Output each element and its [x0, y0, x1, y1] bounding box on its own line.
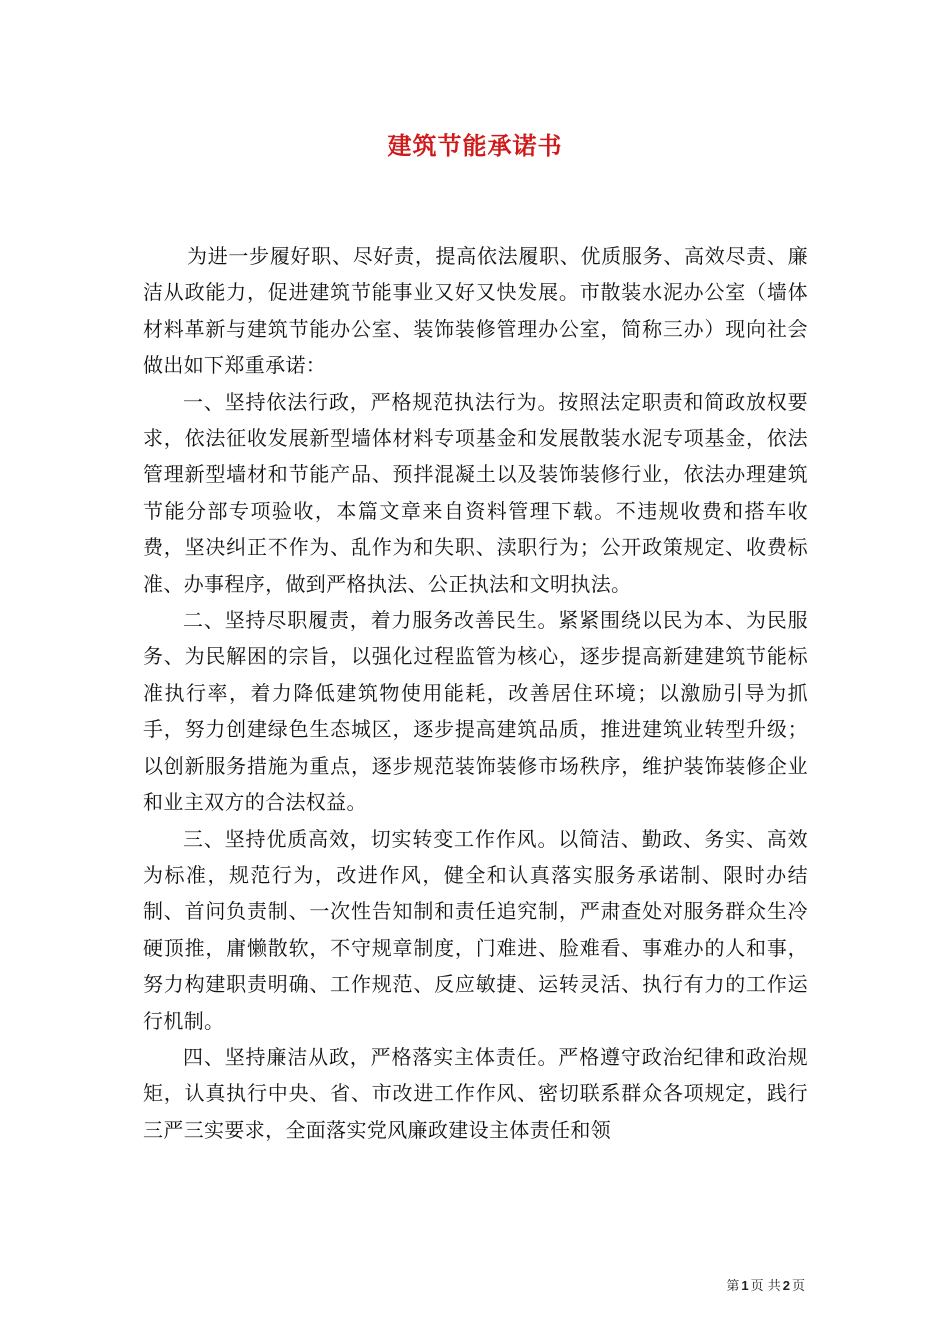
footer-prefix: 第: [726, 1279, 740, 1294]
current-page-number: 1: [741, 1278, 749, 1293]
page-number-footer: [726, 1277, 805, 1296]
intro-paragraph: 为进一步履好职、尽好责，提高依法履职、优质服务、高效尽责、廉洁从政能力，促进建筑节能事业又好又快发展。市散装水泥办公室（墙体材料革新与建筑节能办公室、装饰装修管理办公室，简称三办）现向社会做出如下郑重承诺：: [143, 244, 808, 378]
footer-middle: 页 共: [750, 1279, 781, 1294]
document-title: 建筑节能承诺书: [387, 131, 563, 160]
commitment-paragraph-3: 三、坚持优质高效，切实转变工作作风。以简洁、勤政、务实、高效为标准，规范行为，改进作风，健全和认真落实服务承诺制、限时办结制、首问负责制、一次性告知制和责任追究制，严肃查处对服务群众生冷硬顶推，庸懒散软，不守规章制度，门难进、脸难看、事难办的人和事，努力构建职责明确、工作规范、反应敏捷、运转灵活、执行有力的工作运行机制。: [143, 826, 808, 1033]
document-body: [143, 238, 808, 1148]
commitment-paragraph-2: 二、坚持尽职履责，着力服务改善民生。紧紧围绕以民为本、为民服务、为民解困的宗旨，以强化过程监管为核心，逐步提高新建建筑节能标准执行率，着力降低建筑物使用能耗，改善居住环境；以激励引导为抓手，努力创建绿色生态城区，逐步提高建筑品质，推进建筑业转型升级；以创新服务措施为重点，逐步规范装饰装修市场秩序，维护装饰装修企业和业主双方的合法权益。: [143, 608, 808, 815]
footer-suffix: 页: [791, 1279, 805, 1294]
commitment-paragraph-1: 一、坚持依法行政，严格规范执法行为。按照法定职责和简政放权要求，依法征收发展新型墙体材料专项基金和发展散装水泥专项基金，依法管理新型墙材和节能产品、预拌混凝土以及装饰装修行业，依法办理建筑节能分部专项验收，本篇文章来自资料管理下载。不违规收费和搭车收费，坚决纠正不作为、乱作为和失职、渎职行为；公开政策规定、收费标准、办事程序，做到严格执法、公正执法和文明执法。: [143, 389, 808, 596]
total-pages-number: 2: [782, 1278, 790, 1293]
commitment-paragraph-4: 四、坚持廉洁从政，严格落实主体责任。严格遵守政治纪律和政治规矩，认真执行中央、省、市改进工作作风、密切联系群众各项规定，践行三严三实要求，全面落实党风廉政建设主体责任和领: [143, 1044, 808, 1142]
